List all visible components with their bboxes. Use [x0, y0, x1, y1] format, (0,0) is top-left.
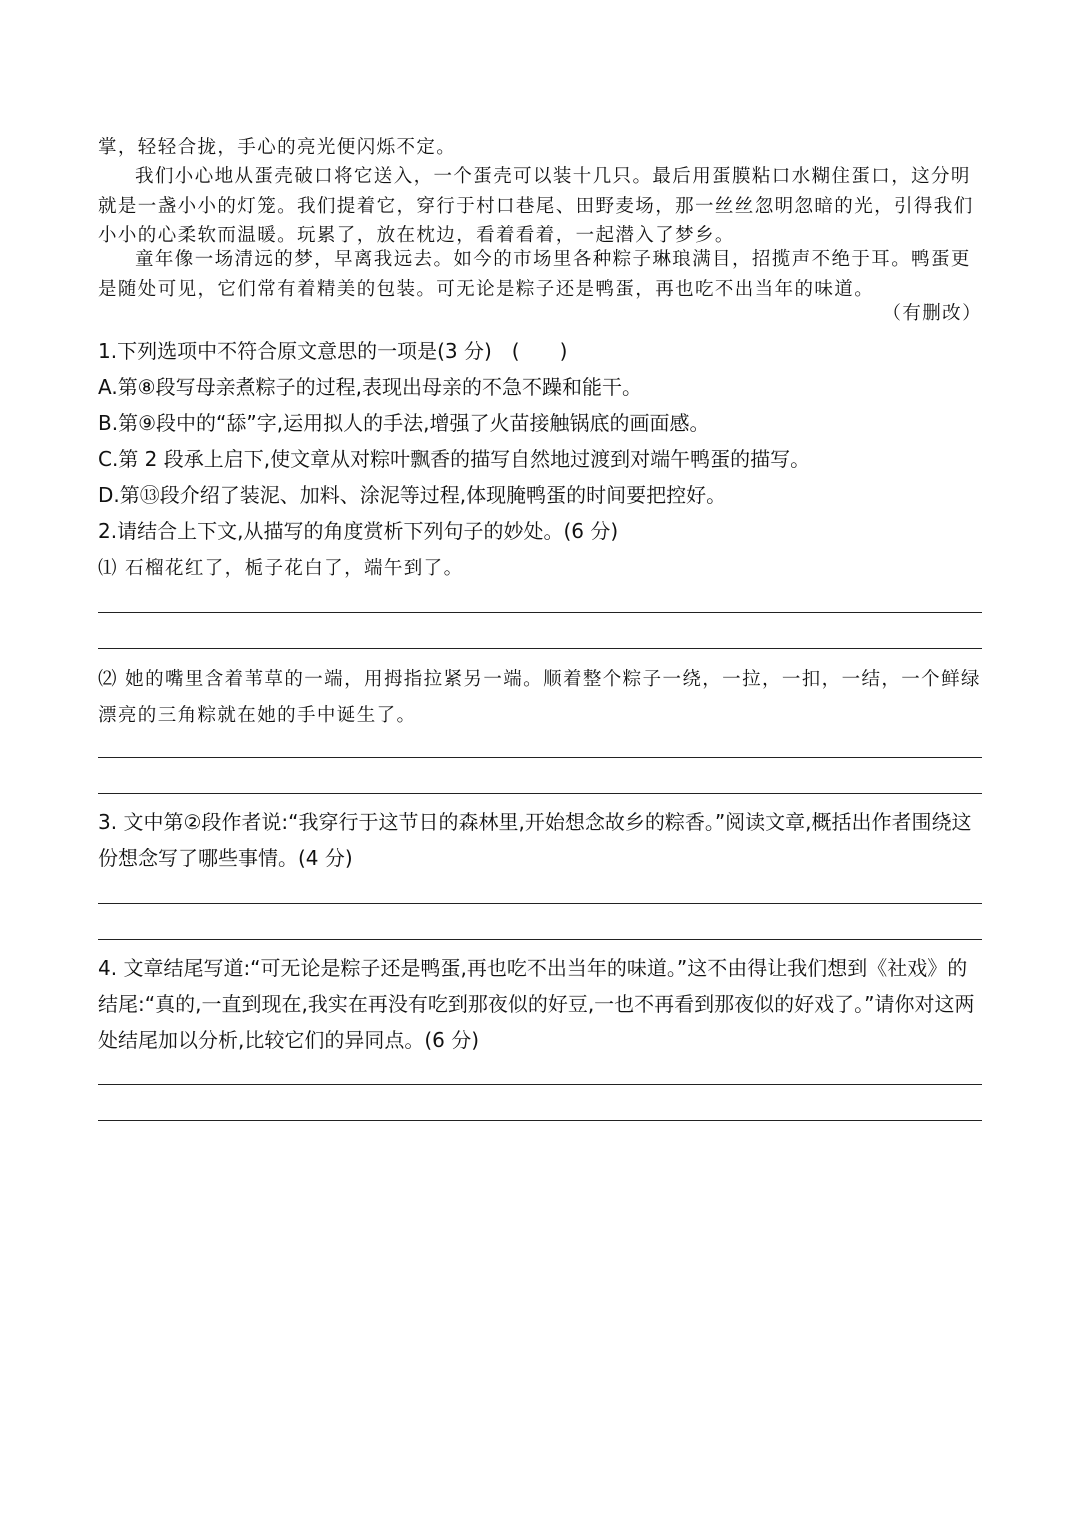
question-2-stem: 2.请结合上下文,从描写的角度赏析下列句子的妙处。(6 分): [98, 519, 619, 543]
question-2-sentence-2: ⑵ 她的嘴里含着苇草的一端，用拇指拉紧另一端。顺着整个粽子一绕，一拉，一扣，一结，一个鲜绿漂亮的三角粽就在她的手中诞生了。: [98, 669, 981, 726]
source-note: （有删改）: [882, 303, 982, 324]
passage-paragraph-lanterns: 我们小心地从蛋壳破口将它送入，一个蛋壳可以装十几只。最后用蛋膜粘口水糊住蛋口，这分明就是一盏小小的灯笼。我们提着它，穿行于村口巷尾、田野麦场，那一丝丝忽明忽暗的光，引得我们小小的心柔软而温暖。玩累了，放在枕边，看着看着，一起潜入了梦乡。: [98, 166, 974, 246]
answer-line[interactable]: [98, 939, 982, 940]
question-1-option-b: B.第⑨段中的“舔”字,运用拟人的手法,增强了火苗接触锅底的画面感。: [98, 411, 710, 435]
answer-line[interactable]: [98, 648, 982, 649]
question-2-sentence-1: ⑴ 石榴花红了，栀子花白了，端午到了。: [98, 558, 464, 579]
question-4-stem: 4. 文章结尾写道:“可无论是粽子还是鸭蛋,再也吃不出当年的味道。”这不由得让我们想到《社戏》的结尾:“真的,一直到现在,我实在再没有吃到那夜似的好豆,一也不再看到那夜似的好戏了。”请你对这两处结尾加以分析,比较它们的异同点。(6 分): [98, 956, 975, 1052]
question-3-stem: 3. 文中第②段作者说:“我穿行于这节日的森林里,开始想念故乡的粽香。”阅读文章,概括出作者围绕这份想念写了哪些事情。(4 分): [98, 810, 972, 870]
question-1-stem: 1.下列选项中不符合原文意思的一项是(3 分) ( ): [98, 339, 568, 363]
passage-paragraph-continued: 掌，轻轻合拢，手心的亮光便闪烁不定。: [98, 137, 457, 158]
answer-line[interactable]: [98, 793, 982, 794]
answer-line[interactable]: [98, 757, 982, 758]
question-1-option-d: D.第⑬段介绍了装泥、加料、涂泥等过程,体现腌鸭蛋的时间要把控好。: [98, 483, 727, 507]
answer-line[interactable]: [98, 612, 982, 613]
passage-paragraph-childhood: 童年像一场清远的梦，早离我远去。如今的市场里各种粽子琳琅满目，招揽声不绝于耳。鸭蛋更是随处可见，它们常有着精美的包装。可无论是粽子还是鸭蛋，再也吃不出当年的味道。: [98, 249, 971, 300]
answer-line[interactable]: [98, 903, 982, 904]
answer-line[interactable]: [98, 1120, 982, 1121]
answer-line[interactable]: [98, 1084, 982, 1085]
question-1-option-a: A.第⑧段写母亲煮粽子的过程,表现出母亲的不急不躁和能干。: [98, 375, 642, 399]
question-1-option-c: C.第 2 段承上启下,使文章从对粽叶飘香的描写自然地过渡到对端午鸭蛋的描写。: [98, 447, 811, 471]
